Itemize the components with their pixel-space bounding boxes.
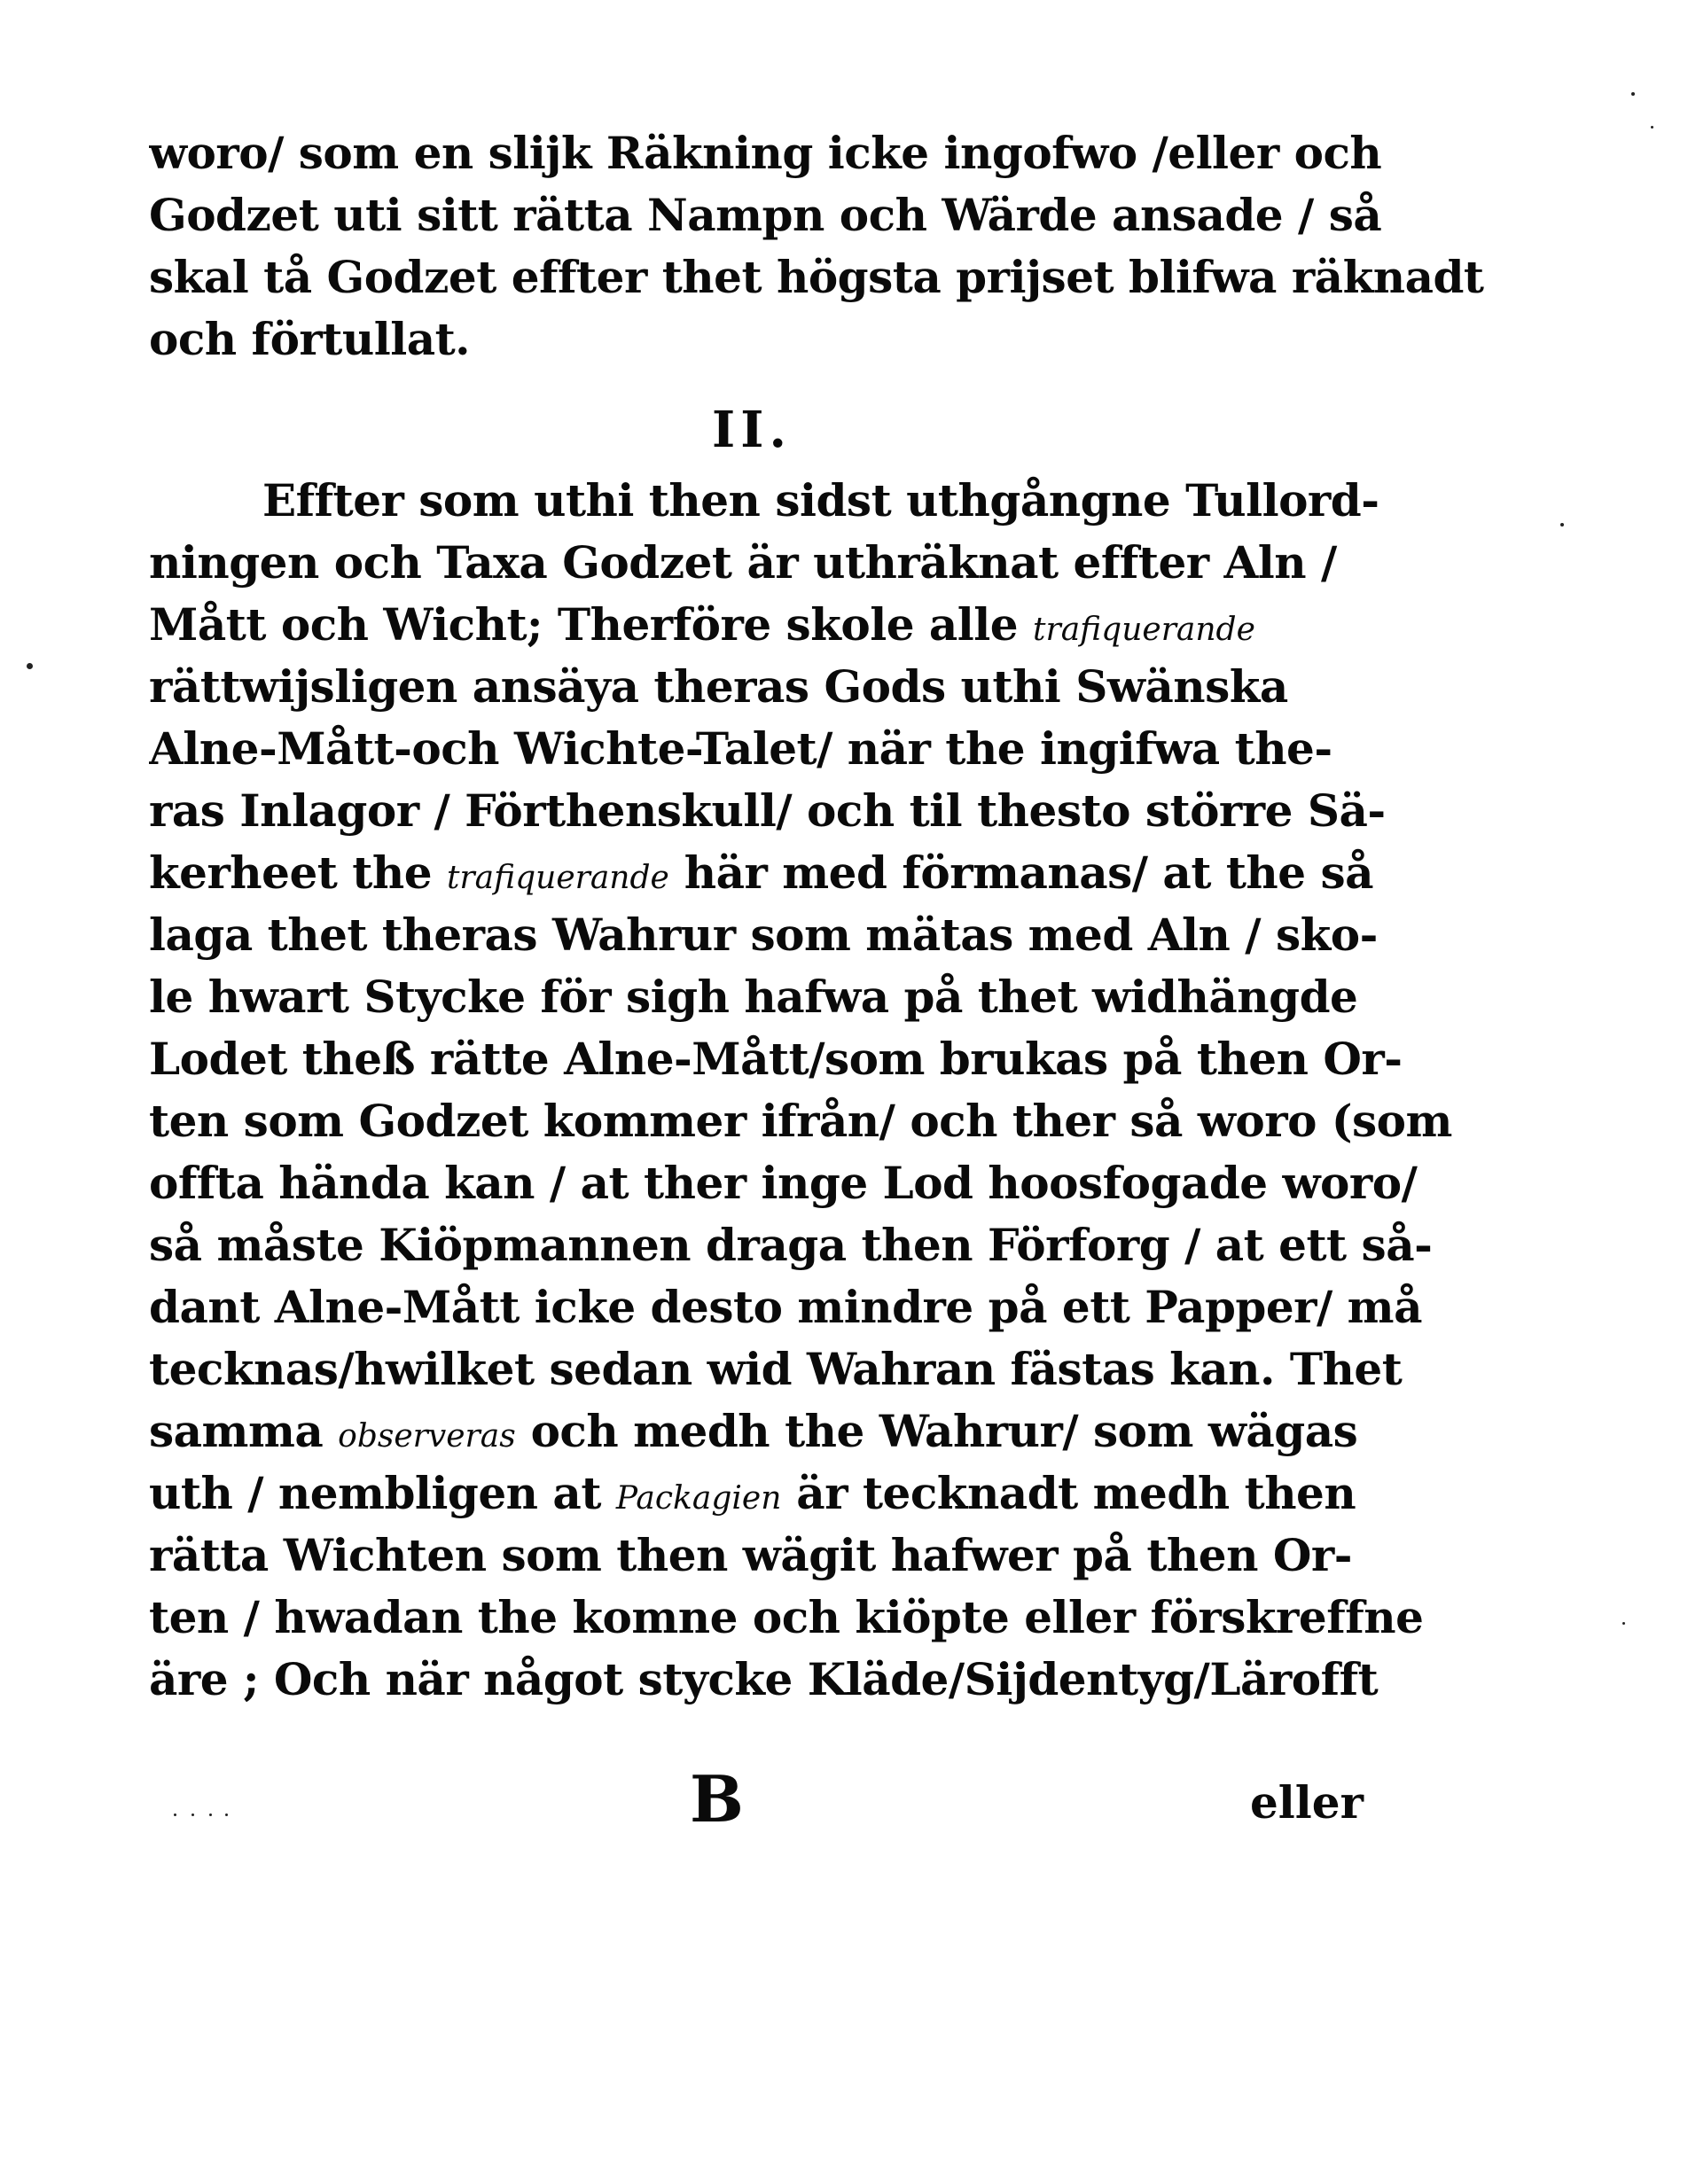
- text-run: här med förmanas/ at the så: [668, 846, 1374, 899]
- text-run: Mått och Wicht; Therföre skole alle: [149, 598, 1034, 651]
- section-paragraph: [149, 470, 1452, 1711]
- section-heading: II.: [712, 401, 792, 459]
- text-line: laga thet theras Wahrur som mätas med Aln / sko-: [149, 909, 1378, 961]
- text-line: ras Inlagor / Förthenskull/ och til thesto större Sä-: [149, 784, 1386, 837]
- text-run: och medh the Wahrur/ som wägas: [515, 1405, 1358, 1457]
- text-line: tecknas/hwilket sedan wid Wahran fästas kan. Thet: [149, 1343, 1403, 1395]
- text-line: skal tå Godzet effter thet högsta prijset blifwa räknadt: [149, 251, 1484, 303]
- text-run: kerheet the: [149, 846, 447, 899]
- italic-word: Packagien: [615, 1480, 782, 1517]
- text-run: är tecknadt medh then: [781, 1467, 1356, 1519]
- text-line: så måste Kiöpmannen draga then Förforg / at ett så-: [149, 1219, 1433, 1271]
- scan-speck: [1651, 126, 1653, 129]
- text-run: samma: [149, 1405, 339, 1457]
- text-line: Effter som uthi then sidst uthgångne Tullord-: [262, 474, 1379, 526]
- scan-speck: [27, 663, 33, 669]
- scan-speck: [225, 1814, 228, 1816]
- text-line: och förtullat.: [149, 313, 471, 365]
- text-line: rättwijsligen ansäya theras Gods uthi Swänska: [149, 660, 1288, 713]
- scan-speck: [1622, 1622, 1625, 1625]
- scan-speck: [1560, 523, 1564, 526]
- text-line: dant Alne-Mått icke desto mindre på ett Papper/ må: [149, 1281, 1422, 1333]
- text-line: woro/ som en slijk Räkning icke ingofwo /eller och: [149, 127, 1382, 179]
- text-line: ten / hwadan the komne och kiöpte eller förskreffne: [149, 1591, 1424, 1643]
- text-line: rätta Wichten som then wägit hafwer på then Or-: [149, 1529, 1352, 1581]
- continued-paragraph: [149, 122, 1484, 370]
- catchword: eller: [1250, 1776, 1364, 1829]
- text-line: [149, 842, 1452, 904]
- text-line: offta hända kan / at ther inge Lod hoosfogade woro/: [149, 1157, 1418, 1209]
- scan-speck: [1631, 92, 1635, 96]
- italic-word: trafiquerande: [1033, 612, 1255, 648]
- italic-word: trafiquerande: [446, 860, 669, 896]
- text-line: Lodet theß rätte Alne-Mått/som brukas på then Or-: [149, 1033, 1403, 1085]
- text-line: Alne-Mått-och Wichte-Talet/ när the ingifwa the-: [149, 722, 1332, 775]
- text-line: [149, 1462, 1452, 1525]
- signature-mark: B: [690, 1761, 744, 1837]
- italic-word: observeras: [338, 1418, 516, 1455]
- scan-speck: [191, 1814, 194, 1816]
- text-line: [149, 1400, 1452, 1462]
- text-line: Godzet uti sitt rätta Nampn och Wärde ansade / så: [149, 189, 1382, 241]
- text-line: [149, 594, 1452, 656]
- text-line: ten som Godzet kommer ifrån/ och ther så woro (som: [149, 1095, 1452, 1147]
- text-run: uth / nembligen at: [149, 1467, 616, 1519]
- text-line: le hwart Stycke för sigh hafwa på thet widhängde: [149, 971, 1358, 1023]
- text-line: äre ; Och när något stycke Kläde/Sijdentyg/Lärofft: [149, 1653, 1379, 1705]
- scan-speck: [209, 1814, 212, 1816]
- scan-speck: [174, 1814, 176, 1816]
- text-line: ningen och Taxa Godzet är uthräknat effter Aln /: [149, 536, 1337, 589]
